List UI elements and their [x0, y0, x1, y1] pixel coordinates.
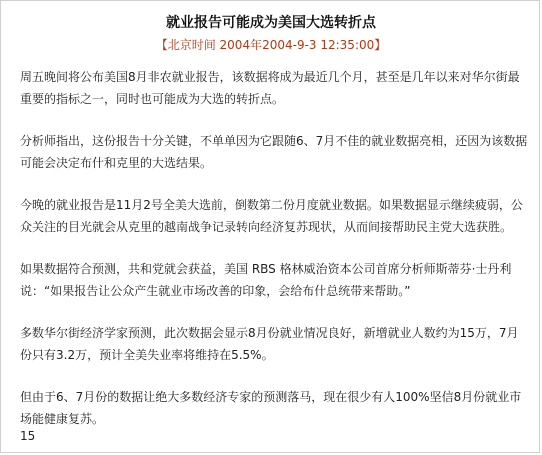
article-title: 就业报告可能成为美国大选转折点	[166, 15, 376, 31]
article-timestamp: 【北京时间 2004年2004-9-3 12:35:00】	[155, 38, 387, 52]
paragraph: 但由于6、7月份的数据让绝大多数经济专家的预测落马，现在很少有人100%坚信8月份就业市场能健康复苏。	[20, 390, 522, 426]
paragraph: 多数华尔街经济学家预测，此次数据会显示8月份就业情况良好，新增就业人数约为15万，7月份只有3.2万，预计全美失业率将维持在5.5%。	[20, 326, 519, 362]
article-body	[20, 66, 530, 430]
paragraph: 如果数据符合预测，共和党就会获益，美国 RBS 格林威治资本公司首席分析师斯蒂芬·士丹利说：“如果报告让公众产生就业市场改善的印象，会给布什总统带来帮助。”	[20, 262, 512, 298]
paragraph: 周五晚间将公布美国8月非农就业报告，该数据将成为最近几个月，甚至是几年以来对华尔街最重要的指标之一，同时也可能成为大选的转折点。	[20, 70, 520, 106]
paragraph: 分析师指出，这份报告十分关键，不单单因为它跟随6、7月不佳的就业数据亮相，还因为该数据可能会决定布什和克里的大选结果。	[20, 134, 528, 170]
page-number: 15	[20, 429, 36, 443]
paragraph: 今晚的就业报告是11月2号全美大选前，倒数第二份月度就业数据。如果数据显示继续疲弱，公众关注的目光就会从克里的越南战争记录转向经济复苏现状，从而间接帮助民主党大选获胜。	[20, 198, 523, 234]
